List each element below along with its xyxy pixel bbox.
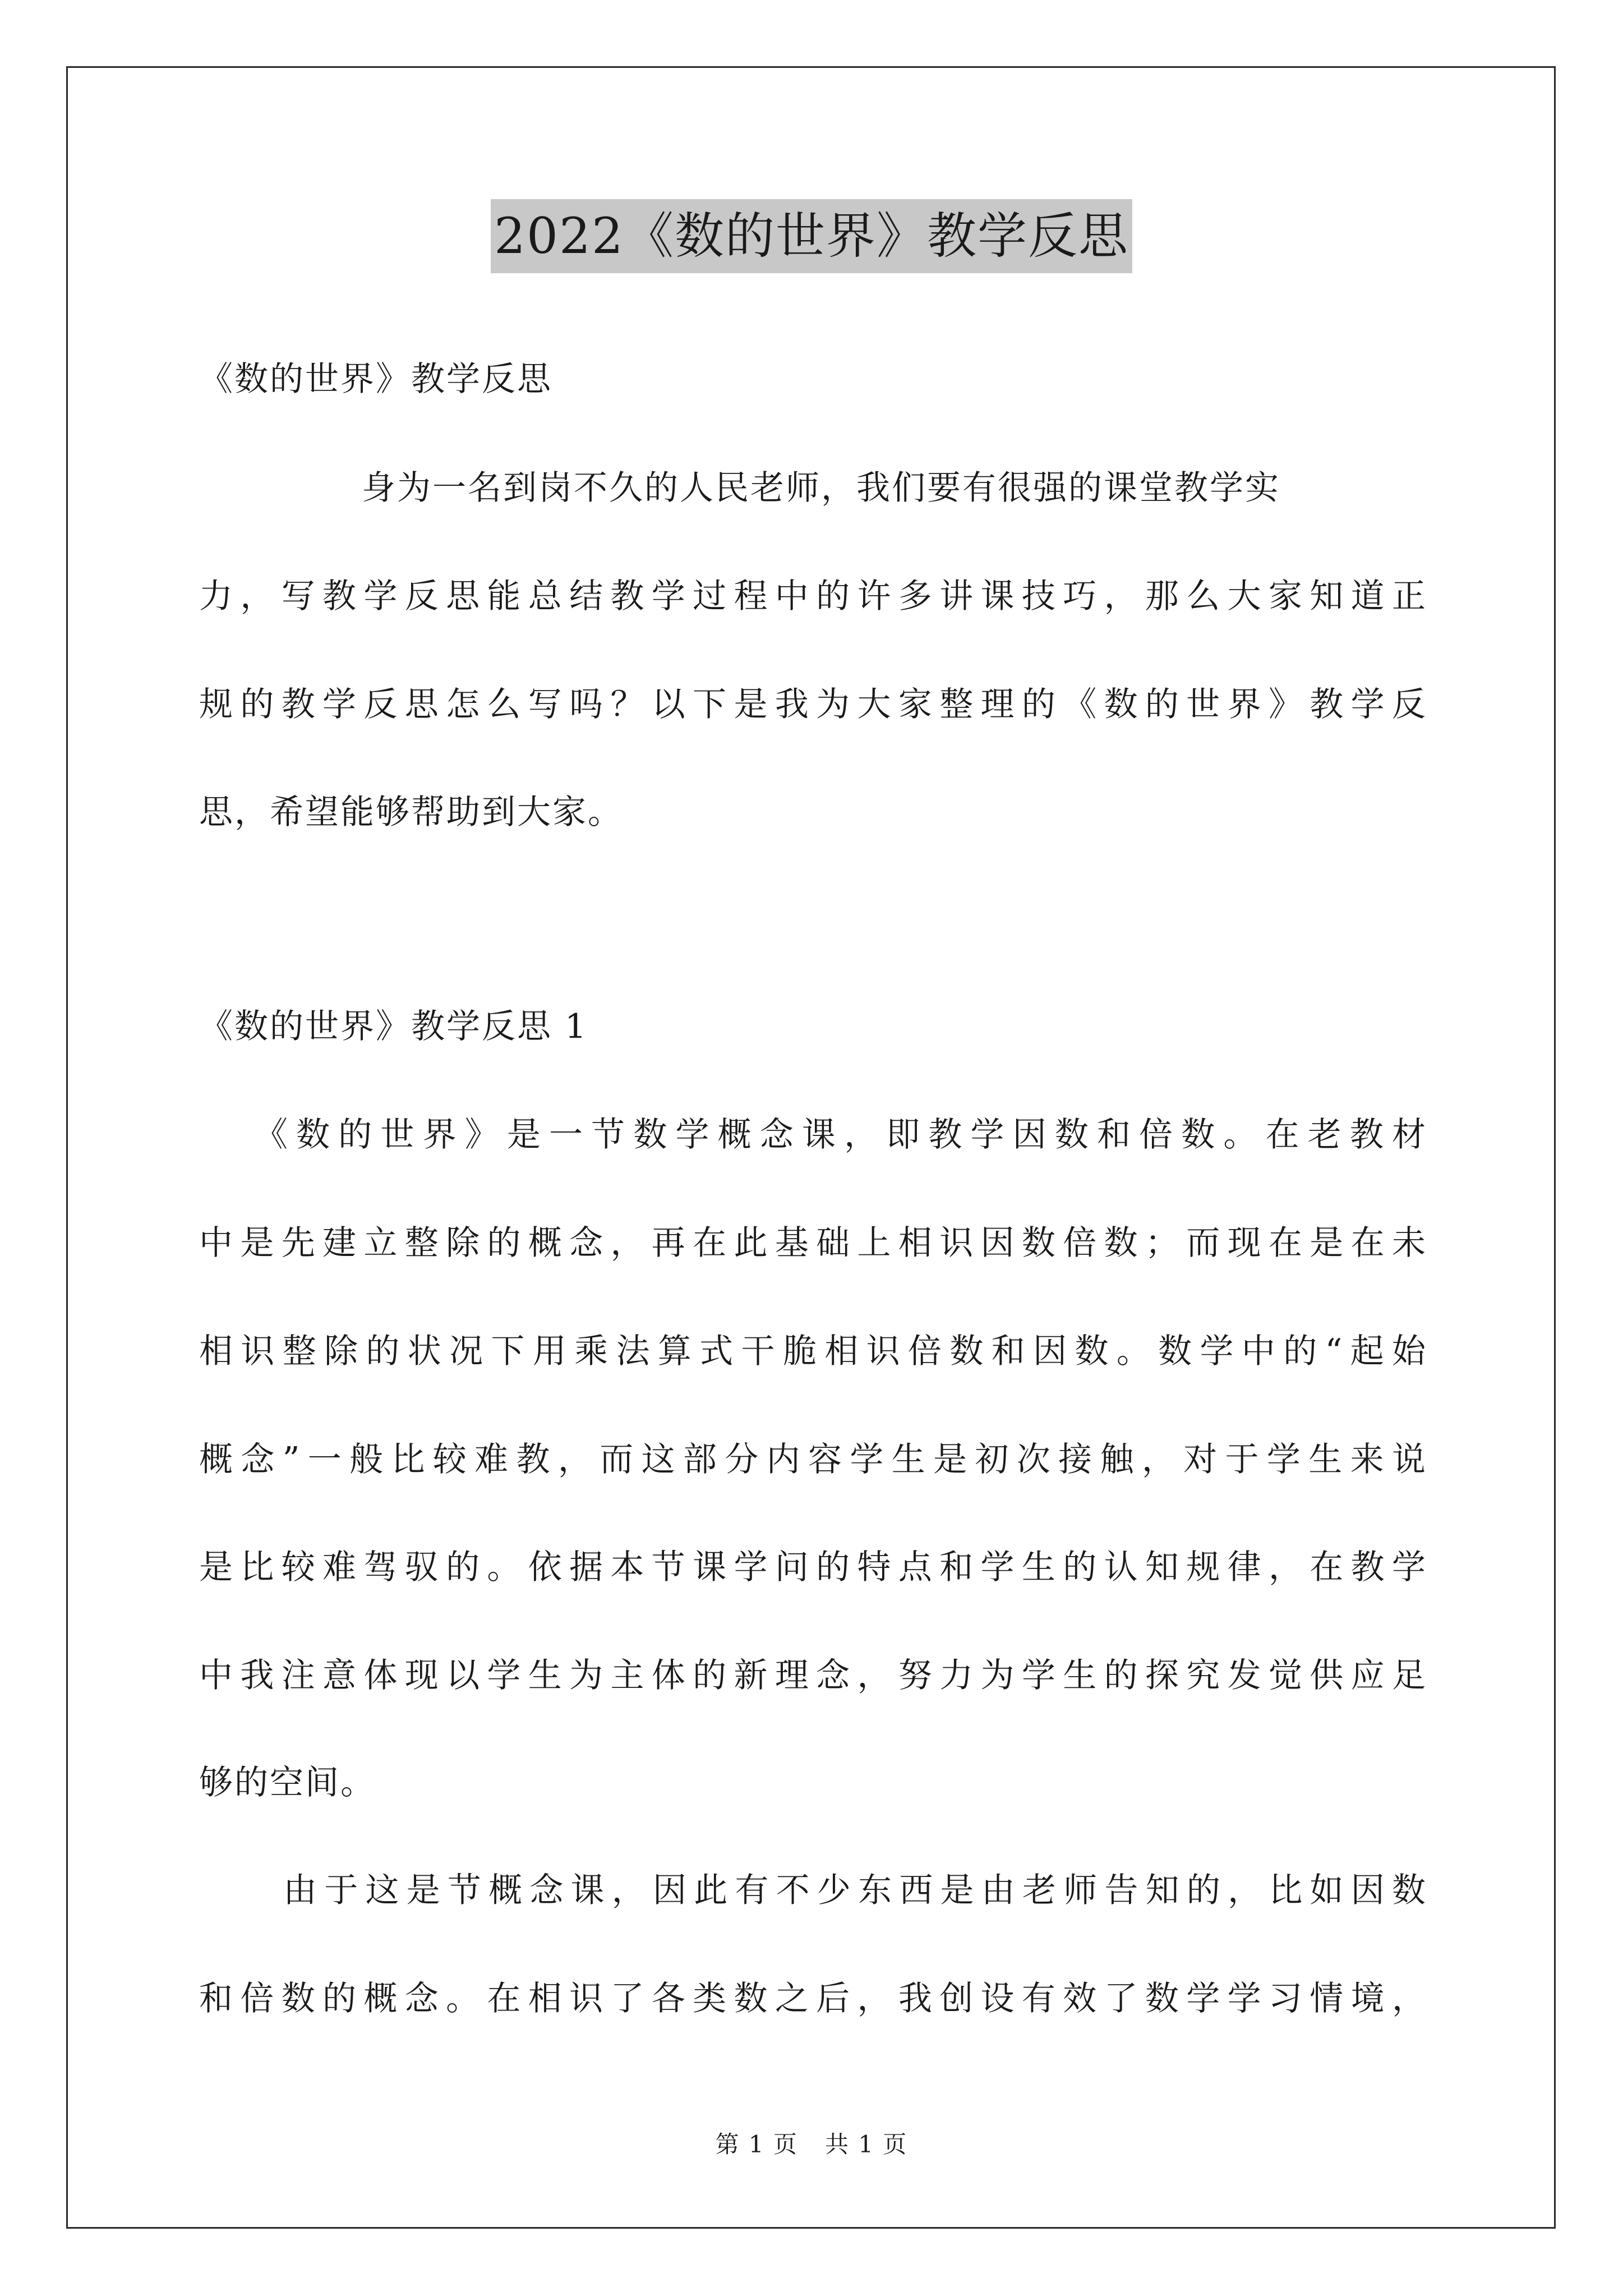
intro-line-2: 力，写教学反思能总结教学过程中的许多讲课技巧，那么大家知道正	[199, 577, 1427, 616]
intro-line-3: 规的教学反思怎么写吗？以下是我为大家整理的《数的世界》教学反	[199, 685, 1427, 724]
paragraph-1-line-2: 中是先建立整除的概念，再在此基础上相识因数倍数；而现在是在未	[199, 1223, 1427, 1263]
page-total-label: 共 1 页	[825, 2131, 908, 2158]
paragraph-1-line-7: 够的空间。	[199, 1763, 376, 1802]
subtitle-line: 《数的世界》教学反思	[199, 360, 552, 399]
paragraph-1-line-5: 是比较难驾驭的。依据本节课学问的特点和学生的认知规律，在教学	[199, 1548, 1427, 1587]
page-footer	[0, 2128, 1623, 2161]
paragraph-1-line-4: 概念”一般比较难教，而这部分内容学生是初次接触，对于学生来说	[199, 1440, 1427, 1479]
title-container	[0, 199, 1623, 273]
document-title: 2022《数的世界》教学反思	[491, 199, 1132, 273]
paragraph-1-line-3: 相识整除的状况下用乘法算式干脆相识倍数和因数。数学中的“起始	[199, 1332, 1427, 1371]
paragraph-2-line-2: 和倍数的概念。在相识了各类数之后，我创设有效了数学学习情境，	[199, 1979, 1427, 2018]
paragraph-2-line-1: 由于这是节概念课，因此有不少东西是由老师告知的，比如因数	[283, 1871, 1427, 1910]
paragraph-1-line-1: 《数的世界》是一节数学概念课，即教学因数和倍数。在老教材	[254, 1115, 1427, 1154]
intro-line-4: 思，希望能够帮助到大家。	[199, 793, 623, 832]
paragraph-1-line-6: 中我注意体现以学生为主体的新理念，努力为学生的探究发觉供应足	[199, 1656, 1427, 1695]
intro-line-1: 身为一名到岗不久的人民老师，我们要有很强的课堂教学实	[362, 468, 1280, 508]
section-heading: 《数的世界》教学反思 1	[199, 1007, 588, 1046]
page-number-label: 第 1 页	[715, 2131, 798, 2158]
